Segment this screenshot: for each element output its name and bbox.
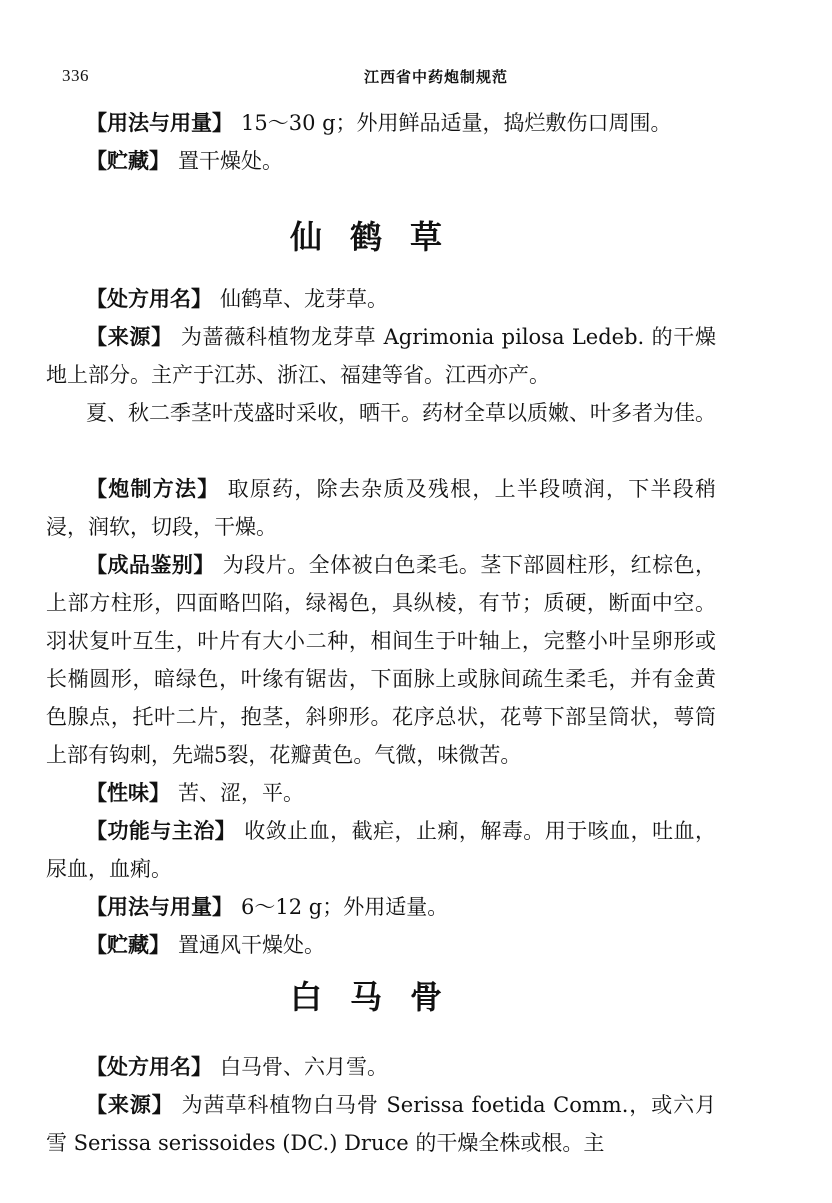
xhc-source-paragraph	[46, 318, 716, 394]
xhc-usage-paragraph	[46, 888, 716, 926]
prev-usage-label: 【用法与用量】	[86, 110, 233, 135]
xhc-prescription-text: 仙鹤草、龙芽草。	[220, 287, 388, 311]
bmg-prescription-text: 白马骨、六月雪。	[220, 1055, 388, 1079]
prev-storage-label: 【贮藏】	[86, 148, 170, 173]
running-header	[56, 66, 756, 90]
xhc-storage-text: 置通风干燥处。	[178, 933, 325, 957]
xhc-processing-label: 【炮制方法】	[86, 476, 220, 501]
xhc-nature-label: 【性味】	[86, 780, 170, 805]
xhc-processing-paragraph	[46, 470, 716, 546]
prev-storage-paragraph	[46, 142, 716, 180]
prev-usage-paragraph	[46, 104, 716, 142]
bmg-source-text: 为茜草科植物白马骨 Serissa foetida Comm.，或六月雪 Serissa serissoides (DC.) Druce 的干燥全株或根。主	[46, 1093, 717, 1155]
xhc-function-paragraph	[46, 812, 716, 888]
prev-usage-text: 15～30 g；外用鲜品适量，捣烂敷伤口周围。	[241, 111, 672, 135]
xhc-prescription-paragraph	[46, 280, 716, 318]
xhc-function-label: 【功能与主治】	[86, 818, 237, 843]
bmg-source-paragraph	[46, 1086, 716, 1162]
xhc-processing-text: 取原药，除去杂质及残根，上半段喷润，下半段稍浸，润软，切段，干燥。	[46, 477, 717, 539]
bmg-prescription-paragraph	[46, 1048, 716, 1086]
xhc-prescription-label: 【处方用名】	[86, 286, 212, 311]
section-title-xianhecao: 仙鹤草	[289, 218, 470, 256]
section-title-baimagu: 白马骨	[289, 978, 470, 1016]
prev-storage-text: 置干燥处。	[178, 149, 283, 173]
xhc-identification-text: 为段片。全体被白色柔毛。茎下部圆柱形，红棕色，上部方柱形，四面略凹陷，绿褐色，具纵棱，有节；质硬，断面中空。羽状复叶互生，叶片有大小二种，相间生于叶轴上，完整小叶呈卵形或长椭圆形，暗绿色，叶缘有锯齿，下面脉上或脉间疏生柔毛，并有金黄色腺点，托叶二片，抱茎，斜卵形。花序总状，花萼下部呈筒状，萼筒上部有钩刺，先端5裂，花瓣黄色。气微，味微苦。	[46, 553, 717, 767]
book-title: 江西省中药炮制规范	[364, 68, 509, 86]
bmg-prescription-label: 【处方用名】	[86, 1054, 212, 1079]
xhc-nature-paragraph	[46, 774, 716, 812]
page-number: 336	[62, 66, 89, 85]
xhc-source-label: 【来源】	[86, 324, 173, 349]
xhc-nature-text: 苦、涩，平。	[178, 781, 304, 805]
bmg-source-label: 【来源】	[86, 1092, 174, 1117]
xhc-source-text: 为蔷薇科植物龙芽草 Agrimonia pilosa Ledeb. 的干燥地上部分。主产于江苏、浙江、福建等省。江西亦产。	[46, 325, 717, 387]
xhc-usage-text: 6～12 g；外用适量。	[241, 895, 449, 919]
xhc-harvest-paragraph: 夏、秋二季茎叶茂盛时采收，晒干。药材全草以质嫩、叶多者为佳。	[86, 401, 716, 425]
xhc-storage-label: 【贮藏】	[86, 932, 170, 957]
xhc-storage-paragraph	[46, 926, 716, 964]
xhc-identification-label: 【成品鉴别】	[86, 552, 215, 577]
xhc-identification-paragraph	[46, 546, 716, 774]
xhc-usage-label: 【用法与用量】	[86, 894, 233, 919]
xhc-function-text: 收敛止血，截疟，止痢，解毒。用于咳血，吐血，尿血，血痢。	[46, 819, 716, 881]
